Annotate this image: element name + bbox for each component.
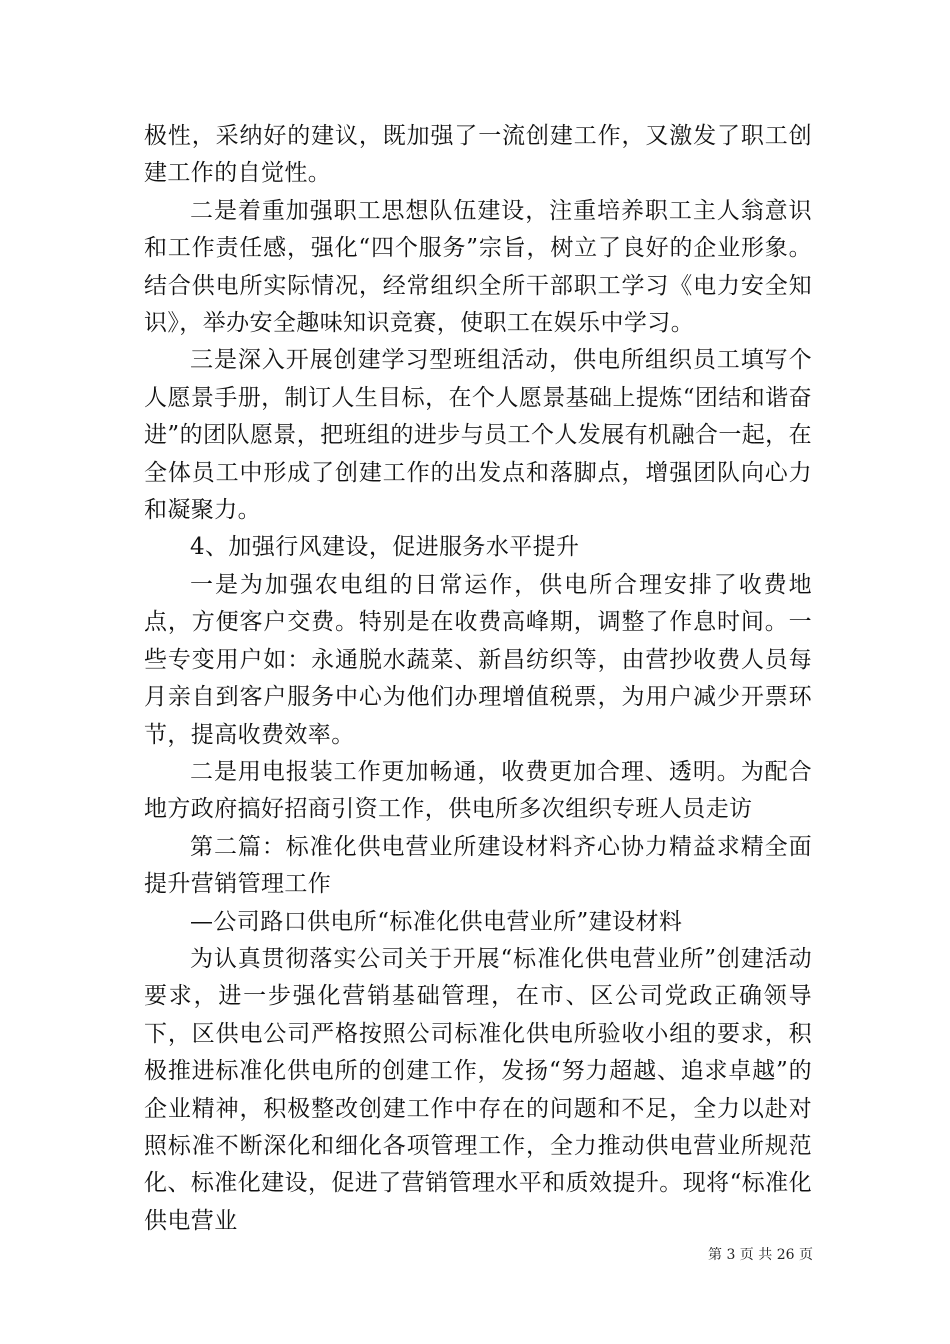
paragraph-section-four-two: 二是用电报装工作更加畅通，收费更加合理、透明。为配合地方政府搞好招商引资工作，供电所多次组织专班人员走访 xyxy=(144,758,812,823)
paragraph-continuation: 极性，采纳好的建议，既加强了一流创建工作，又激发了职工创建工作的自觉性。 xyxy=(144,123,812,187)
page-number-footer: 第 3 页 共 26 页 xyxy=(708,1247,813,1263)
document-body xyxy=(144,118,812,1240)
chapter-two-title: 第二篇：标准化供电营业所建设材料齐心协力精益求精全面提升营销管理工作 xyxy=(144,833,812,898)
paragraph-point-two: 二是着重加强职工思想队伍建设，注重培养职工主人翁意识和工作责任感，强化“四个服务”宗旨，树立了良好的企业形象。结合供电所实际情况，经常组织全所干部职工学习《电力安全知识》，举办安全趣味知识竞赛，使职工在娱乐中学习。 xyxy=(144,197,812,337)
section-heading-four: 4、加强行风建设，促进服务水平提升 xyxy=(190,534,580,561)
paragraph-chapter-two-intro: 为认真贯彻落实公司关于开展“标准化供电营业所”创建活动要求，进一步强化营销基础管理，在市、区公司党政正确领导下，区供电公司严格按照公司标准化供电所验收小组的要求，积极推进标准化供电所的创建工作，发扬“努力超越、追求卓越”的企业精神，积极整改创建工作中存在的问题和不足，全力以赴对照标准不断深化和细化各项管理工作，全力推动供电营业所规范化、标准化建设，促进了营销管理水平和质效提升。现将“标准化供电营业 xyxy=(144,945,812,1234)
paragraph-point-three: 三是深入开展创建学习型班组活动，供电所组织员工填写个人愿景手册，制订人生目标，在个人愿景基础上提炼“团结和谐奋进”的团队愿景，把班组的进步与员工个人发展有机融合一起，在全体员工中形成了创建工作的出发点和落脚点，增强团队向心力和凝聚力。 xyxy=(144,347,812,524)
chapter-two-subtitle: —公司路口供电所“标准化供电营业所”建设材料 xyxy=(190,908,683,935)
paragraph-section-four-one: 一是为加强农电组的日常运作，供电所合理安排了收费地点，方便客户交费。特别是在收费高峰期，调整了作息时间。一些专变用户如：永通脱水蔬菜、新昌纺织等，由营抄收费人员每月亲自到客户服务中心为他们办理增值税票，为用户减少开票环节，提高收费效率。 xyxy=(144,571,812,748)
